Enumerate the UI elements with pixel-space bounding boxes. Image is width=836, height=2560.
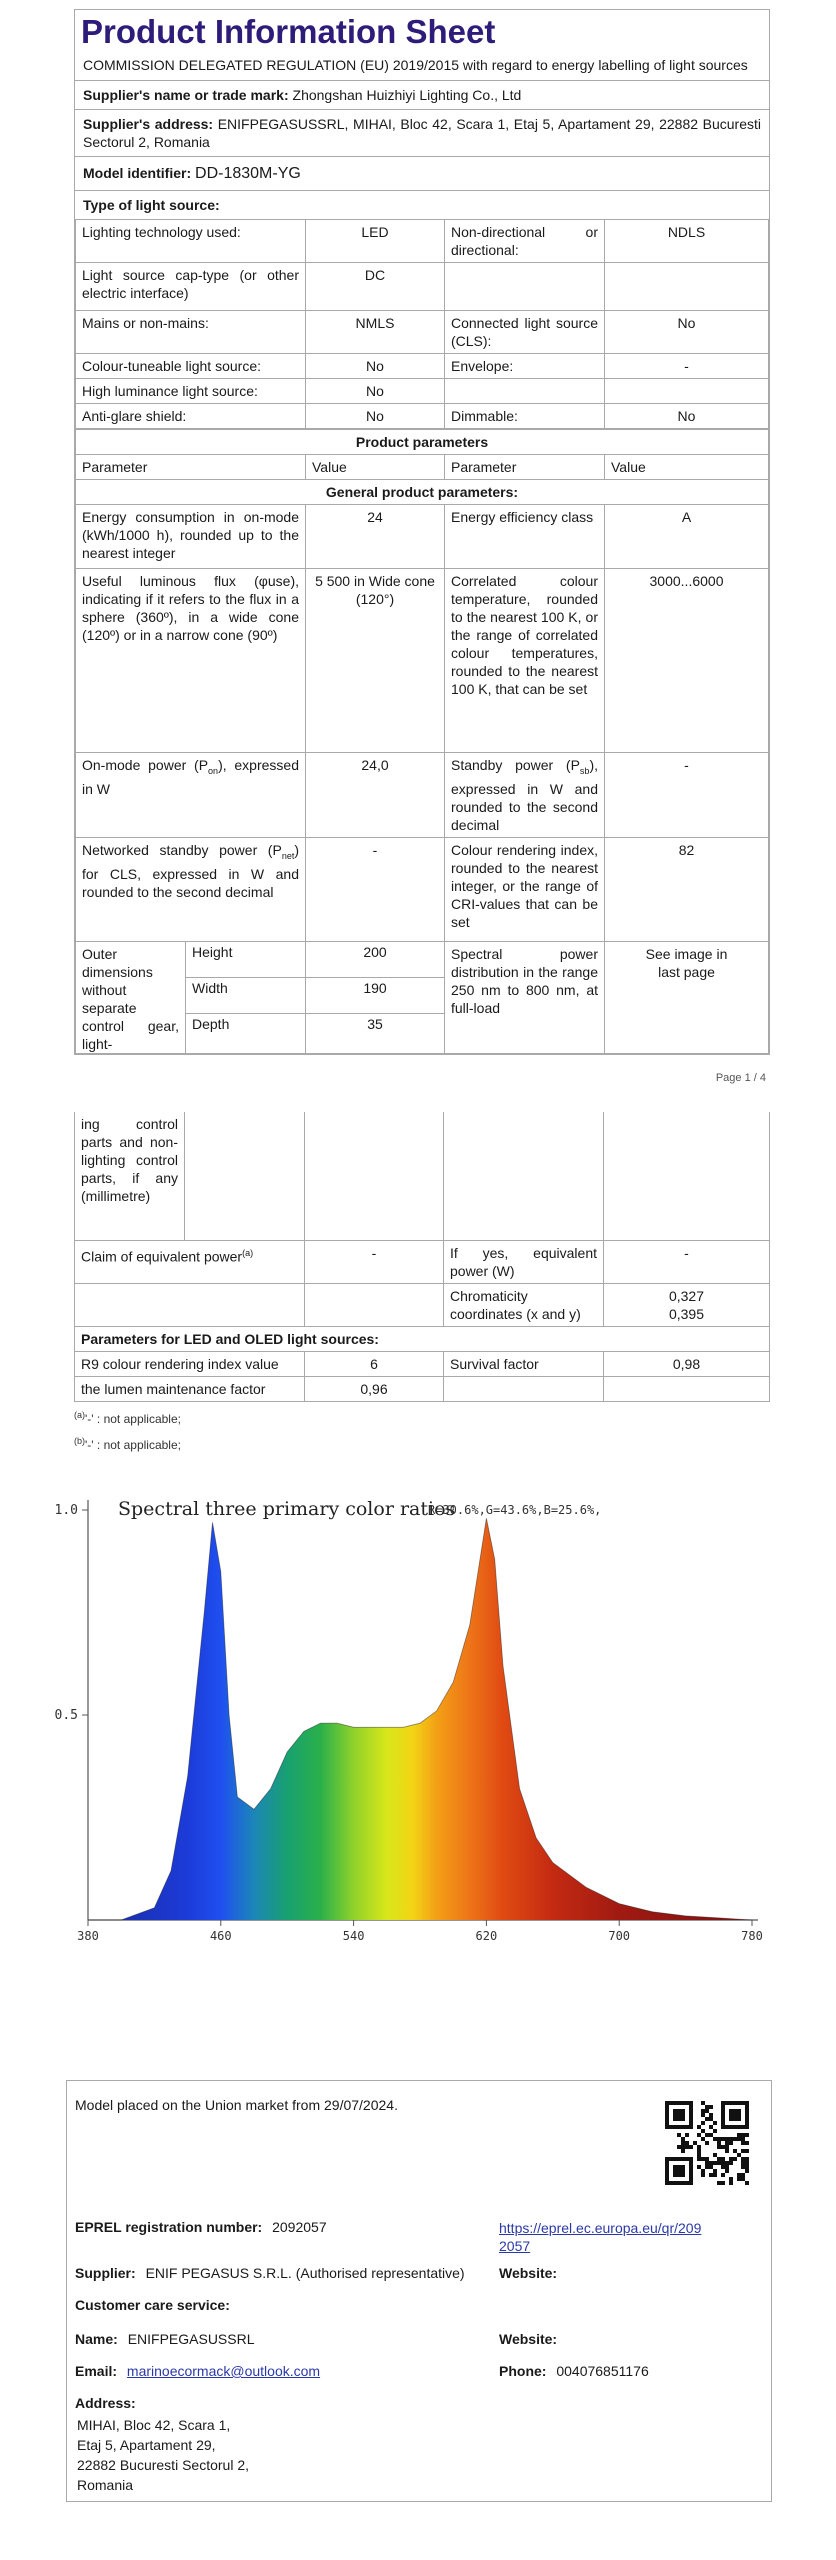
type-label: Light source cap-type (or other electric interface) [76, 263, 306, 311]
type-label: Lighting technology used: [76, 220, 306, 263]
r9-value: 6 [305, 1351, 444, 1376]
y-tick-label: 0.5 [54, 1708, 78, 1723]
type-label: Colour-tuneable light source: [76, 354, 306, 379]
care-email-label: Email: [75, 2363, 118, 2379]
height-label: Height [186, 941, 306, 977]
type-row [76, 263, 769, 311]
supplier-address-value: ENIFPEGASUSSRL, MIHAI, Bloc 42, Scara 1, Etaj 5, Apartament 29, 22882 Bucuresti Sectorul 2, Romania [83, 116, 762, 150]
supplier-name-label: Supplier's name or trade mark: [83, 87, 289, 103]
care-address [77, 2415, 249, 2495]
supplier-address-row [75, 109, 769, 156]
care-name-value: ENIFPEGASUSSRL [127, 2331, 255, 2347]
type-label-2: Dimmable: [445, 404, 605, 429]
eprel-website-label: Website: [499, 2265, 558, 2281]
care-name-label: Name: [75, 2331, 118, 2347]
supplier-address-label: Supplier's address: [83, 116, 214, 132]
y-tick-label: 1.0 [54, 1503, 78, 1518]
chromaticity-label: Chromaticity coordinates (x and y) [444, 1283, 604, 1326]
col-header-parameter: Parameter [76, 455, 306, 480]
address-line: MIHAI, Bloc 42, Scara 1, [77, 2417, 231, 2433]
x-tick-label: 540 [342, 1929, 365, 1943]
type-row [76, 311, 769, 354]
address-line: 22882 Bucuresti Sectorul 2, [77, 2457, 249, 2473]
standby-power-label: Standby power $(P_{sb})$, expressed in W and rounded to the second decimal [445, 753, 605, 838]
col-header-value: Value [306, 455, 445, 480]
type-value-2: No [605, 311, 769, 354]
type-label-2: Connected light source (CLS): [445, 311, 605, 354]
page-number: Page 1 / 4 [715, 1072, 766, 1084]
qr-code-icon[interactable] [661, 2097, 753, 2189]
footnotes [74, 1404, 770, 1456]
outer-dimensions-label: Outer dimensions without separate control gear, light- [76, 941, 186, 1053]
survival-label: Survival factor [444, 1351, 604, 1376]
depth-value: 35 [306, 1013, 445, 1053]
footnote-b: $^{(b)}$'-' : not applicable; [74, 1435, 181, 1452]
eprel-link[interactable]: https://eprel.ec.europa.eu/qr/2092057 [499, 2220, 702, 2254]
x-tick-label: 700 [608, 1929, 631, 1943]
care-phone-label: Phone: [499, 2363, 547, 2379]
on-mode-power-value: 24,0 [306, 753, 445, 838]
type-row [76, 220, 769, 263]
care-website-label: Website: [499, 2331, 558, 2347]
luminous-flux-label: Useful luminous flux (φuse), indicating if it refers to the flux in a sphere (360º), in a wide cone (120º) or in a narrow cone (90º) [76, 569, 306, 753]
chart-title: Spectral three primary color ratios [118, 1498, 456, 1520]
chromaticity-x: 0,327 [668, 1287, 705, 1304]
customer-care-title: Customer care service: [75, 2297, 230, 2313]
height-value: 200 [306, 941, 445, 977]
regulation-text: COMMISSION DELEGATED REGULATION (EU) 2019/2015 with regard to energy labelling of light sources [83, 57, 748, 73]
type-label: Anti-glare shield: [76, 404, 306, 429]
care-phone-value: 004076851176 [556, 2363, 649, 2379]
spectrum-chart [50, 1470, 772, 1990]
spd-value: See image in last page [605, 941, 769, 1053]
model-value: DD-1830M-YG [195, 165, 301, 182]
depth-label: Depth [186, 1013, 306, 1053]
care-address-label: Address: [75, 2395, 136, 2411]
width-label: Width [186, 977, 306, 1013]
type-value-2: No [605, 404, 769, 429]
eprel-reg-label: EPREL registration number: [75, 2219, 263, 2235]
supplier-name-row [75, 80, 769, 109]
efficiency-class-value: A [605, 505, 769, 569]
on-mode-power-label: On-mode power $(P_{on})$, expressed in W [76, 753, 306, 838]
width-value: 190 [306, 977, 445, 1013]
footnote-a: $^{(a)}$'-' : not applicable; [74, 1409, 181, 1426]
general-params-title: General product parameters: [76, 480, 769, 505]
x-tick-label: 780 [741, 1929, 763, 1943]
params-table [75, 429, 769, 1054]
address-line: Romania [77, 2477, 134, 2493]
type-table [75, 219, 769, 429]
type-value: DC [306, 263, 445, 311]
survival-value: 0,98 [604, 1351, 770, 1376]
x-tick-label: 620 [475, 1929, 498, 1943]
eprel-registration [75, 2219, 327, 2235]
type-value: No [306, 354, 445, 379]
care-name [75, 2331, 255, 2347]
eprel-reg-value: 2092057 [272, 2219, 327, 2235]
cri-value: 82 [605, 837, 769, 941]
networked-standby-label: Networked standby power $(P_{net})$ for CLS, expressed in W and rounded to the second decimal [76, 837, 306, 941]
cct-value: 3000...6000 [605, 569, 769, 753]
energy-consumption-value: 24 [306, 505, 445, 569]
r9-label: R9 colour rendering index value [75, 1351, 305, 1376]
params-table-continued [74, 1112, 770, 1402]
type-value: LED [306, 220, 445, 263]
product-params-title: Product parameters [76, 430, 769, 455]
care-email [75, 2363, 320, 2379]
model-row [75, 156, 769, 190]
spectrum-area [88, 1518, 752, 1920]
eprel-box [66, 2080, 772, 2502]
eprel-supplier-value: ENIF PEGASUS S.R.L. (Authorised representative) [145, 2265, 465, 2281]
type-label-2 [445, 263, 605, 311]
chromaticity-y: 0,395 [668, 1305, 705, 1322]
if-yes-value: - [604, 1240, 770, 1283]
spd-label: Spectral power distribution in the range 250 nm to 800 nm, at full-load [445, 941, 605, 1053]
address-line: Etaj 5, Apartament 29, [77, 2437, 216, 2453]
standby-power-value: - [605, 753, 769, 838]
product-sheet-page-2 [74, 1112, 770, 1456]
type-row [76, 404, 769, 429]
type-label-2: Envelope: [445, 354, 605, 379]
type-value-2 [605, 263, 769, 311]
type-value: No [306, 404, 445, 429]
luminous-flux-value: 5 500 in Wide cone (120°) [306, 569, 445, 753]
type-value-2: - [605, 354, 769, 379]
energy-consumption-label: Energy consumption in on-mode (kWh/1000 h), rounded up to the nearest integer [76, 505, 306, 569]
type-label-2: Non-directional or directional: [445, 220, 605, 263]
supplier-name-value: Zhongshan Huizhiyi Lighting Co., Ltd [292, 87, 522, 103]
type-row [76, 379, 769, 404]
eprel-supplier [75, 2265, 465, 2281]
care-email-link[interactable]: marinoecormack@outlook.com [126, 2363, 321, 2379]
type-row [76, 354, 769, 379]
page-title: Product Information Sheet [81, 13, 496, 50]
cri-label: Colour rendering index, rounded to the nearest integer, or the range of CRI-values that can be set [445, 837, 605, 941]
col-header-parameter-2: Parameter [445, 455, 605, 480]
lumen-maintenance-value: 0,96 [305, 1376, 444, 1401]
if-yes-label: If yes, equivalent power (W) [444, 1240, 604, 1283]
efficiency-class-label: Energy efficiency class [445, 505, 605, 569]
cct-label: Correlated colour temperature, rounded to the nearest 100 K, or the range of correlated colour temperatures, rounded to the nearest 100 K, that can be set [445, 569, 605, 753]
type-section-title: Type of light source: [75, 190, 769, 219]
type-value: NMLS [306, 311, 445, 354]
equivalent-power-value: - [305, 1240, 444, 1283]
outer-dimensions-label-continued: ing control parts and non-lighting control parts, if any (millimetre) [75, 1112, 185, 1240]
chromaticity-value [604, 1283, 770, 1326]
eprel-supplier-label: Supplier: [75, 2265, 136, 2281]
type-label-2 [445, 379, 605, 404]
type-value-2: NDLS [605, 220, 769, 263]
lumen-maintenance-label: the lumen maintenance factor [75, 1376, 305, 1401]
chart-annotation: R=30.6%,G=43.6%,B=25.6%, [428, 1503, 602, 1517]
led-section-title: Parameters for LED and OLED light sources: [75, 1326, 770, 1351]
x-tick-label: 460 [209, 1929, 232, 1943]
model-label: Model identifier: [83, 165, 192, 181]
col-header-value-2: Value [605, 455, 769, 480]
care-phone [499, 2363, 649, 2379]
type-label: High luminance light source: [76, 379, 306, 404]
type-value: No [306, 379, 445, 404]
placed-on-market: Model placed on the Union market from 29/07/2024. [75, 2097, 398, 2113]
product-sheet-page-1 [74, 9, 770, 1055]
equivalent-power-label: Claim of equivalent power$^{(a)}$ [75, 1240, 305, 1283]
x-tick-label: 380 [77, 1929, 99, 1943]
type-value-2 [605, 379, 769, 404]
networked-standby-value: - [306, 837, 445, 941]
type-label: Mains or non-mains: [76, 311, 306, 354]
